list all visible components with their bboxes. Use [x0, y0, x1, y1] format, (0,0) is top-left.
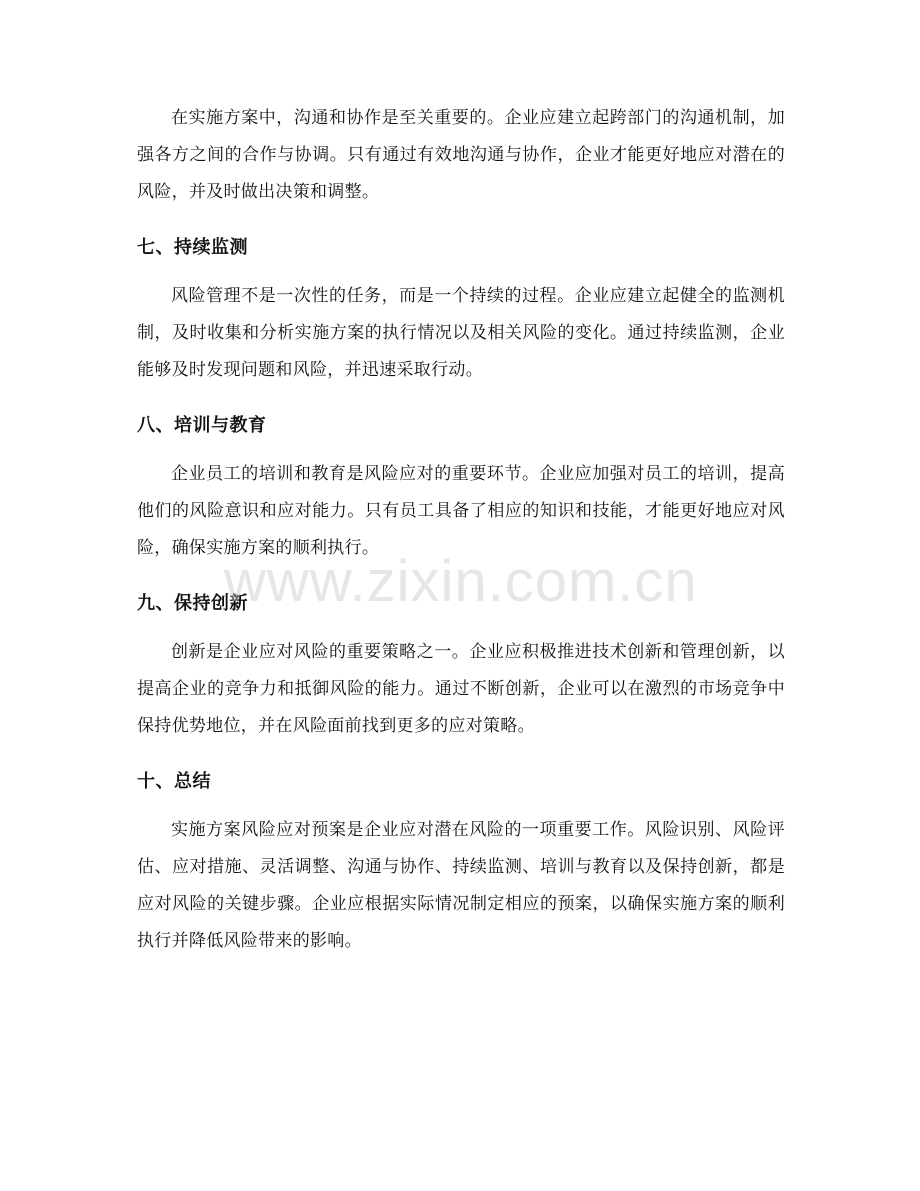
section-paragraph: 企业员工的培训和教育是风险应对的重要环节。企业应加强对员工的培训，提高他们的风险意识和应对能力。只有员工具备了相应的知识和技能，才能更好地应对风险，确保实施方案的顺利执行。: [137, 464, 785, 558]
section-paragraph: 创新是企业应对风险的重要策略之一。企业应积极推进技术创新和管理创新，以提高企业的竞争力和抵御风险的能力。通过不断创新，企业可以在激烈的市场竞争中保持优势地位，并在风险面前找到更多的应对策略。: [137, 642, 785, 736]
section-heading: 九、保持创新: [137, 593, 248, 614]
section-heading: 八、培训与教育: [137, 415, 267, 436]
watermark: www.zixin.com.cn: [224, 549, 698, 614]
section-heading: 七、持续监测: [137, 237, 248, 258]
section-heading: 十、总结: [137, 771, 211, 792]
section-paragraph: 实施方案风险应对预案是企业应对潜在风险的一项重要工作。风险识别、风险评估、应对措施、灵活调整、沟通与协作、持续监测、培训与教育以及保持创新，都是应对风险的关键步骤。企业应根据实际情况制定相应的预案，以确保实施方案的顺利执行并降低风险带来的影响。: [137, 820, 785, 951]
section-continuous-monitoring: [137, 235, 785, 389]
section-summary: [137, 769, 785, 960]
section-keep-innovating: [137, 591, 785, 745]
intro-paragraph: 在实施方案中，沟通和协作是至关重要的。企业应建立起跨部门的沟通机制，加强各方之间的合作与协调。只有通过有效地沟通与协作，企业才能更好地应对潜在的风险，并及时做出决策和调整。: [137, 108, 785, 202]
section-training-education: [137, 413, 785, 567]
section-paragraph: 风险管理不是一次性的任务，而是一个持续的过程。企业应建立起健全的监测机制，及时收集和分析实施方案的执行情况以及相关风险的变化。通过持续监测，企业能够及时发现问题和风险，并迅速采取行动。: [137, 286, 785, 380]
document-page: [137, 100, 785, 984]
